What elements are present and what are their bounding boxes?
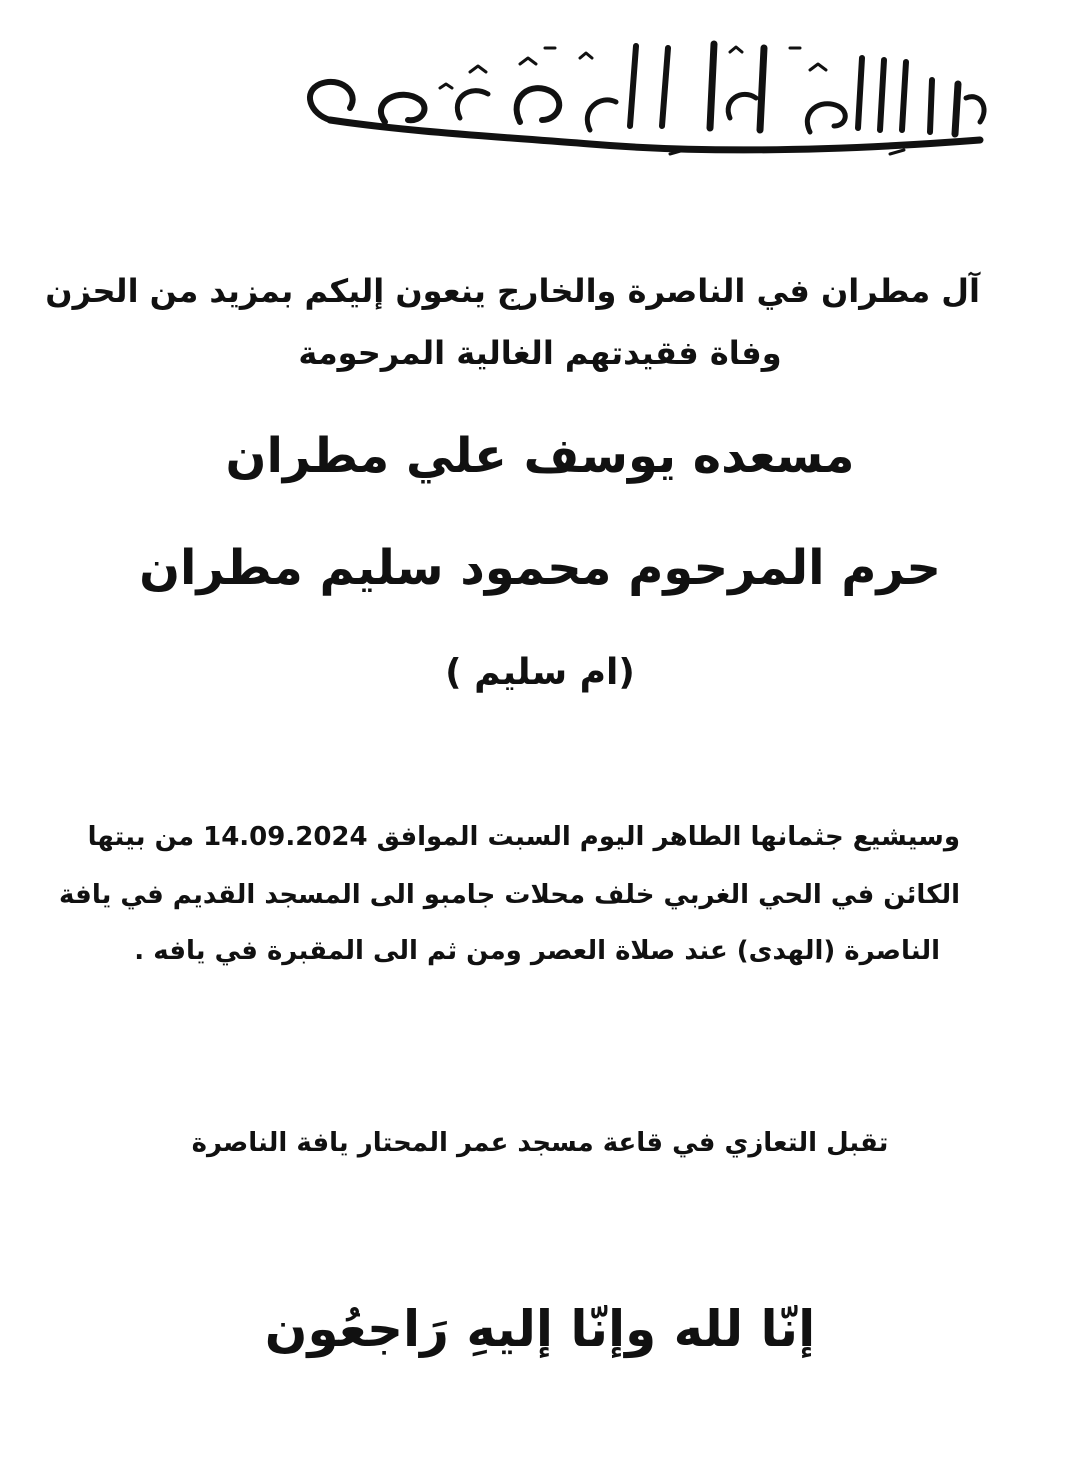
condolences-text: تقبل التعازي في قاعة مسجد عمر المحتار يافة الناصرة <box>191 1128 889 1158</box>
closing-verse: إنّا لله وإنّا إليهِ رَاجعُون <box>264 1300 816 1358</box>
deceased-name: مسعده يوسف علي مطران <box>225 428 855 484</box>
funeral-line-3: الناصرة (الهدى) عند صلاة العصر ومن ثم الى المقبرة في يافه . <box>134 936 940 966</box>
funeral-line-2: الكائن في الحي الغربي خلف محلات جامبو الى المسجد القديم في يافة <box>59 880 960 910</box>
intro-line-2: وفاة فقيدتهم الغالية المرحومة <box>298 334 782 372</box>
funeral-line-1: وسيشيع جثمانها الطاهر اليوم السبت الموافق 14.09.2024 من بيتها <box>87 822 960 852</box>
deceased-nickname: (ام سليم ) <box>445 652 635 693</box>
intro-line-1: آل مطران في الناصرة والخارج ينعون إليكم بمزيد من الحزن <box>45 272 980 310</box>
deceased-spouse: حرم المرحوم محمود سليم مطران <box>139 540 941 596</box>
